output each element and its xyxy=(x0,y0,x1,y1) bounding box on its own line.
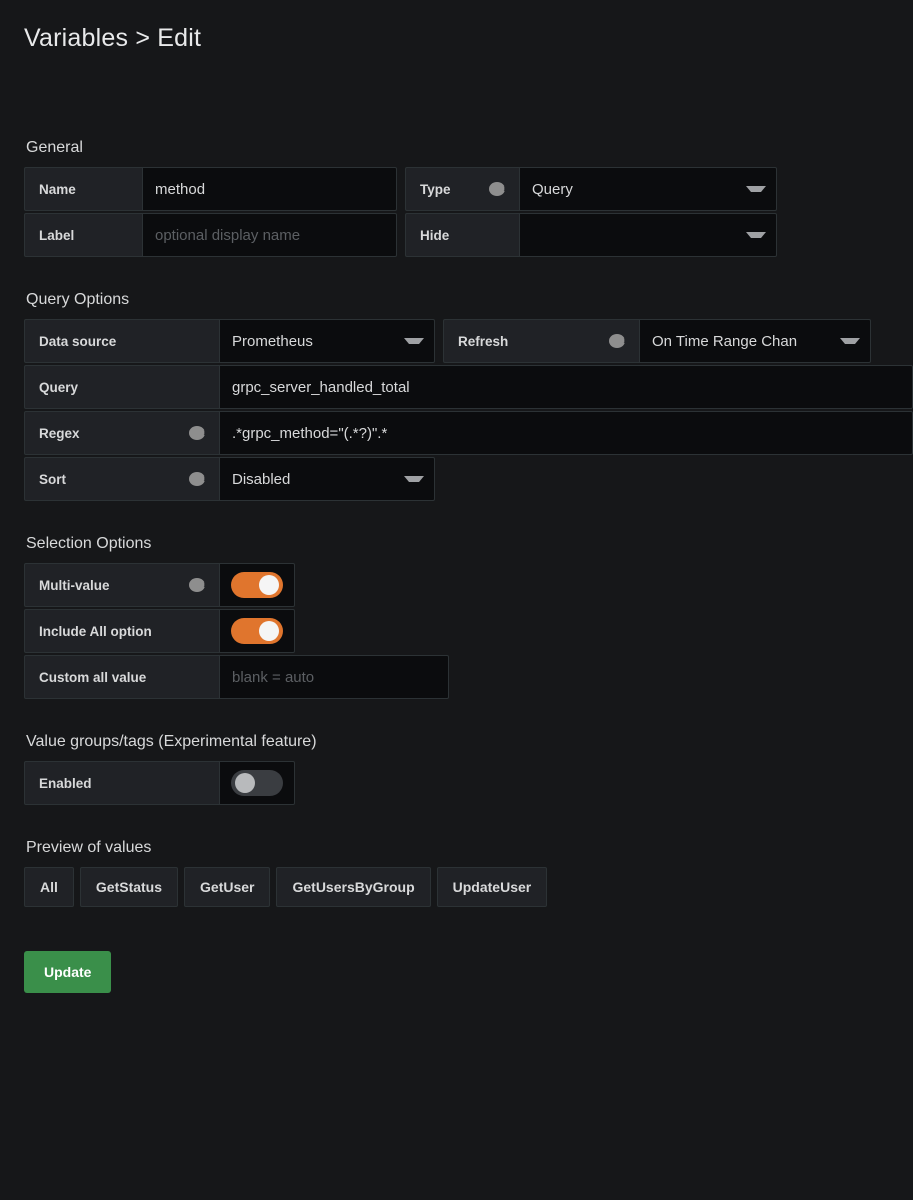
info-icon[interactable]: i xyxy=(189,426,205,440)
multi-value-row xyxy=(24,563,889,607)
name-input[interactable]: method xyxy=(142,167,397,211)
chevron-down-icon xyxy=(734,232,766,238)
preview-value-chip: All xyxy=(24,867,74,907)
preview-value-chip: UpdateUser xyxy=(437,867,548,907)
refresh-field xyxy=(443,319,871,363)
update-button[interactable]: Update xyxy=(24,951,111,993)
name-field xyxy=(24,167,397,211)
regex-label-text: Regex xyxy=(39,425,80,441)
include-all-field xyxy=(24,609,295,653)
regex-label xyxy=(24,411,219,455)
regex-field xyxy=(24,411,913,455)
chevron-down-icon xyxy=(392,338,424,344)
value-groups-enabled-label: Enabled xyxy=(24,761,219,805)
query-options-row-1 xyxy=(24,319,889,363)
hide-label: Hide xyxy=(405,213,519,257)
preview-value-chip: GetUser xyxy=(184,867,270,907)
multi-value-toggle-cell xyxy=(219,563,295,607)
query-options-row-3 xyxy=(24,411,889,455)
value-groups-heading: Value groups/tags (Experimental feature) xyxy=(26,733,317,750)
label-input[interactable]: optional display name xyxy=(142,213,397,257)
query-options-row-2 xyxy=(24,365,889,409)
include-all-toggle[interactable] xyxy=(231,618,283,644)
query-options-section xyxy=(24,291,889,501)
preview-values-list xyxy=(24,867,889,907)
chevron-down-icon xyxy=(392,476,424,482)
preview-value-chip: GetStatus xyxy=(80,867,178,907)
sort-select[interactable] xyxy=(219,457,435,501)
value-groups-enabled-field xyxy=(24,761,295,805)
query-label: Query xyxy=(24,365,219,409)
type-select[interactable] xyxy=(519,167,777,211)
chevron-down-icon xyxy=(734,186,766,192)
info-icon[interactable]: i xyxy=(609,334,625,348)
type-select-value: Query xyxy=(532,180,573,198)
sort-label-text: Sort xyxy=(39,471,66,487)
info-icon[interactable]: i xyxy=(489,182,505,196)
query-options-heading: Query Options xyxy=(26,291,130,308)
type-label xyxy=(405,167,519,211)
general-section xyxy=(24,139,889,257)
multi-value-label-text: Multi-value xyxy=(39,577,110,593)
refresh-label-text: Refresh xyxy=(458,333,509,349)
sort-label xyxy=(24,457,219,501)
preview-heading: Preview of values xyxy=(26,839,152,856)
preview-section xyxy=(24,839,889,907)
type-field xyxy=(405,167,777,211)
datasource-label: Data source xyxy=(24,319,219,363)
refresh-select[interactable] xyxy=(639,319,871,363)
value-groups-toggle-cell xyxy=(219,761,295,805)
refresh-label xyxy=(443,319,639,363)
label-label: Label xyxy=(24,213,142,257)
multi-value-field xyxy=(24,563,295,607)
datasource-select[interactable] xyxy=(219,319,435,363)
sort-field xyxy=(24,457,435,501)
page-title: Variables > Edit xyxy=(24,24,202,52)
include-all-label: Include All option xyxy=(24,609,219,653)
include-all-toggle-cell xyxy=(219,609,295,653)
multi-value-toggle[interactable] xyxy=(231,572,283,598)
refresh-select-value: On Time Range Chan xyxy=(652,332,798,350)
regex-input[interactable]: .*grpc_method="(.*?)".* xyxy=(219,411,913,455)
general-heading: General xyxy=(26,139,83,156)
query-options-row-4 xyxy=(24,457,889,501)
label-field xyxy=(24,213,397,257)
general-row-1 xyxy=(24,167,889,211)
value-groups-enabled-row xyxy=(24,761,889,805)
chevron-down-icon xyxy=(828,338,860,344)
multi-value-label xyxy=(24,563,219,607)
custom-all-row xyxy=(24,655,889,699)
preview-value-chip: GetUsersByGroup xyxy=(276,867,430,907)
type-label-text: Type xyxy=(420,181,451,197)
custom-all-label: Custom all value xyxy=(24,655,219,699)
info-icon[interactable]: i xyxy=(189,578,205,592)
info-icon[interactable]: i xyxy=(189,472,205,486)
custom-all-field xyxy=(24,655,449,699)
general-row-2 xyxy=(24,213,889,257)
sort-select-value: Disabled xyxy=(232,470,291,488)
name-label: Name xyxy=(24,167,142,211)
custom-all-input[interactable]: blank = auto xyxy=(219,655,449,699)
value-groups-section xyxy=(24,733,889,805)
datasource-select-value: Prometheus xyxy=(232,332,313,350)
selection-options-heading: Selection Options xyxy=(26,535,152,552)
hide-field xyxy=(405,213,777,257)
datasource-field xyxy=(24,319,435,363)
value-groups-enabled-toggle[interactable] xyxy=(231,770,283,796)
query-input[interactable]: grpc_server_handled_total xyxy=(219,365,913,409)
hide-select[interactable] xyxy=(519,213,777,257)
selection-options-section xyxy=(24,535,889,699)
include-all-row xyxy=(24,609,889,653)
query-field xyxy=(24,365,913,409)
